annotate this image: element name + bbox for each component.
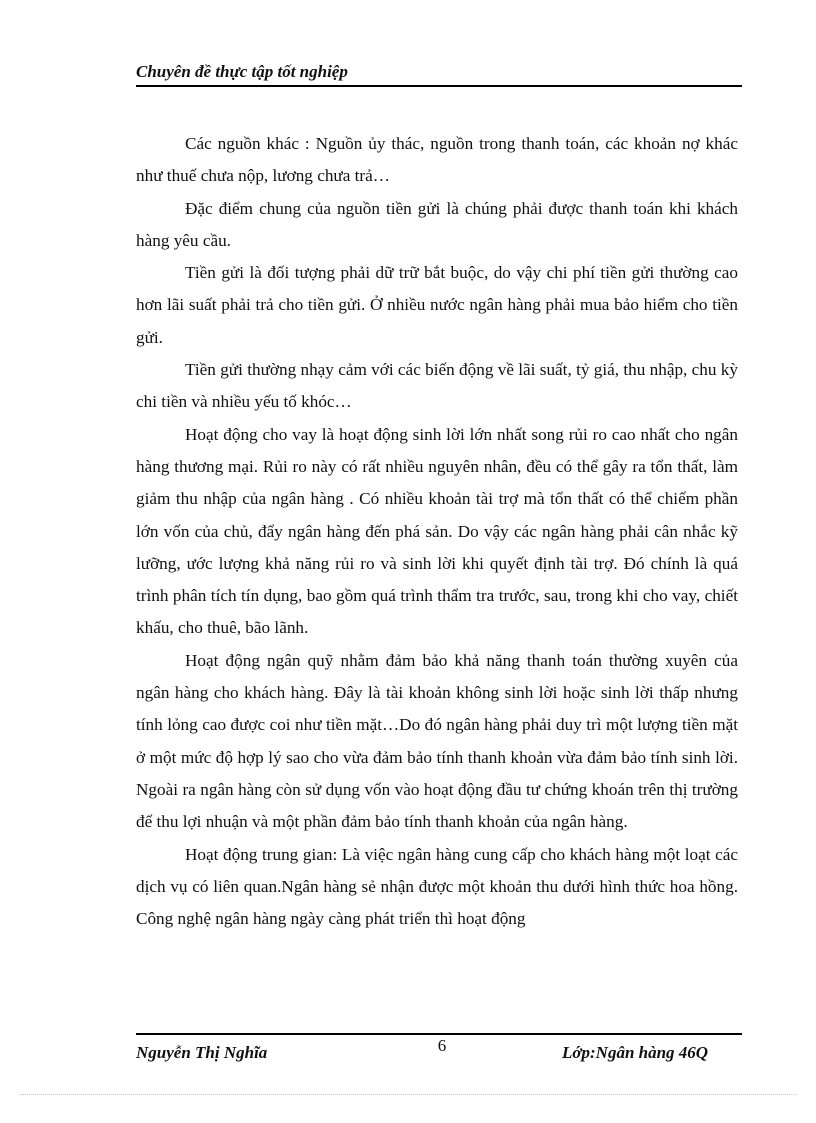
paragraph-treasury-activity: Hoạt động ngân quỹ nhằm đảm bảo khả năng thanh toán thường xuyên của ngân hàng cho khách hàng. Đây là tài khoản không sinh lời hoặc sinh lời thấp nhưng tính lỏng cao được coi như tiền mặt…Do đó ngân hàng phải duy trì một lượng tiền mặt ở một mức độ hợp lý sao cho vừa đảm bảo tính thanh khoản vừa đảm bảo tính sinh lời. Ngoài ra ngân hàng còn sử dụng vốn vào hoạt động đầu tư chứng khoán trên thị trường để thu lợi nhuận và một phần đảm bảo tính thanh khoản của ngân hàng. bbox=[136, 650, 738, 832]
footer-class-label: Lớp:Ngân hàng 46Q bbox=[562, 1043, 709, 1062]
paragraph-deposit-characteristics: Đặc điểm chung của nguồn tiền gửi là chúng phải được thanh toán khi khách hàng yêu cầu. bbox=[136, 198, 738, 250]
paragraph-deposit-reserve: Tiền gửi là đối tượng phải dữ trữ bắt buộc, do vậy chi phí tiền gửi thường cao hơn lãi suất phải trả cho tiền gửi. Ở nhiều nước ngân hàng phải mua bảo hiểm cho tiền gửi. bbox=[136, 263, 738, 347]
footer-divider bbox=[136, 1033, 742, 1035]
paragraph-lending-activity: Hoạt động cho vay là hoạt động sinh lời lớn nhất song rủi ro cao nhất cho ngân hàng thương mại. Rủi ro này có rất nhiều nguyên nhân, đều có thể gây ra tổn thất, làm giảm thu nhập của ngân hàng . Có nhiều khoản tài trợ mà tổn thất có thể chiếm phần lớn vốn của chủ, đẩy ngân hàng đến phá sản. Do vậy các ngân hàng phải cân nhắc kỹ lưỡng, ước lượng khả năng rủi ro và sinh lời khi quyết định tài trợ. Đó chính là quá trình phân tích tín dụng, bao gồm quá trình thẩm tra trước, sau, trong khi cho vay, chiết khấu, cho thuê, bão lãnh. bbox=[136, 424, 738, 638]
paragraph-other-sources: Các nguồn khác : Nguồn ủy thác, nguồn trong thanh toán, các khoản nợ khác như thuế chưa nộp, lương chưa trả… bbox=[136, 134, 738, 186]
page-number: 6 bbox=[437, 1036, 447, 1055]
page-bottom-edge bbox=[20, 1094, 796, 1095]
header-divider bbox=[136, 85, 742, 87]
paragraph-intermediary-activity: Hoạt động trung gian: Là việc ngân hàng cung cấp cho khách hàng một loạt các dịch vụ có liên quan.Ngân hàng sẻ nhận được một khoản thu dưới hình thức hoa hồng. Công nghệ ngân hàng ngày càng phát triển thì hoạt động bbox=[136, 844, 738, 929]
paragraph-deposit-sensitivity: Tiền gửi thường nhạy cảm với các biến động về lãi suất, tỷ giá, thu nhập, chu kỳ chi tiền và nhiều yếu tố khóc… bbox=[136, 360, 738, 412]
footer-author-name: Nguyễn Thị Nghĩa bbox=[136, 1043, 268, 1062]
document-body bbox=[136, 128, 738, 935]
document-header-title: Chuyên đề thực tập tốt nghiệp bbox=[136, 62, 348, 81]
